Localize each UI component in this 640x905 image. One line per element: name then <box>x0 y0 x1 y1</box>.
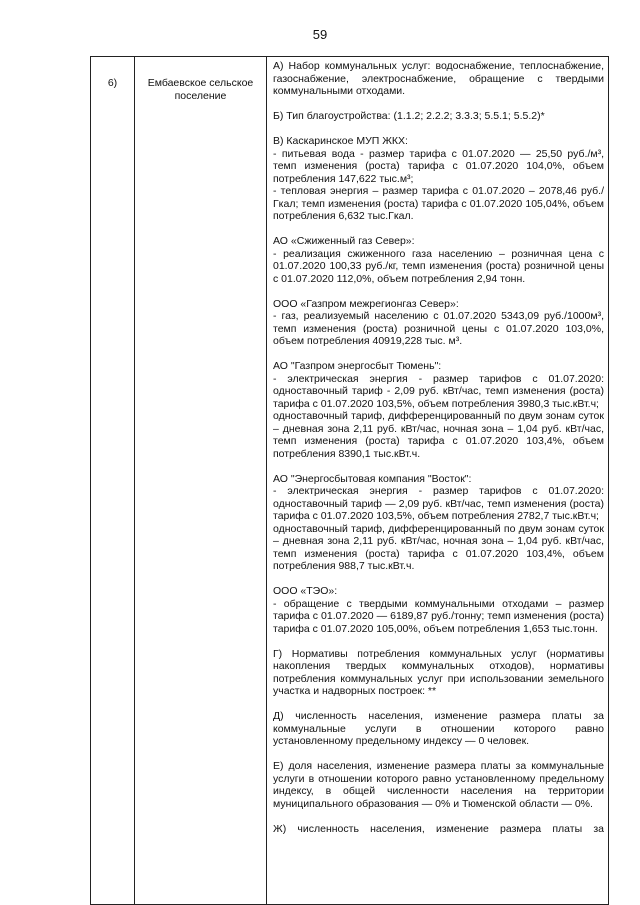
section-line: - тепловая энергия – размер тарифа с 01.07.2020 – 2078,46 руб./Гкал; темп изменения (роста) тарифа с 01.07.2020 105,04%, объем потребления 6,632 тыс.Гкал. <box>273 185 604 222</box>
section-line: Е) доля населения, изменение размера платы за коммунальные услуги в отношении которого равно установленному предельному индексу, в общей численности населения на территории муниципального образования — 0% и Тюменской области — 0%. <box>273 760 604 810</box>
section-a <box>273 60 604 98</box>
section-vostok <box>273 473 604 573</box>
section-heading: ООО «ТЭО»: <box>273 585 338 597</box>
section-line: Б) Тип благоустройства: (1.1.2; 2.2.2; 3.3.3; 5.5.1; 5.5.2)* <box>273 110 545 122</box>
section-tyumen <box>273 360 604 460</box>
section-line: - электрическая энергия - размер тарифов с 01.07.2020: одноставочный тариф - 2,09 руб. кВт/час, темп изменения (роста) тарифа с 01.07.2020 103,5%, объем потребления 3980,3 тыс.кВт.ч; <box>273 372 604 410</box>
section-b <box>273 110 604 123</box>
page-number: 59 <box>312 27 328 42</box>
section-line: - питьевая вода - размер тарифа с 01.07.2020 — 25,50 руб./м³, темп изменения (роста) тарифа с 01.07.2020 104,0%, объем потребления 147,622 тыс.м³; <box>273 147 604 185</box>
utilities-table <box>90 56 609 905</box>
section-v <box>273 135 604 223</box>
section-line: - реализация сжиженного газа населению – розничная цена с 01.07.2020 100,33 руб./кг, темп изменения (роста) розничной цены с 01.07.2020 112,0%, объем потребления 2,94 тонн. <box>273 247 604 285</box>
section-heading: ООО «Газпром межрегионгаз Север»: <box>273 297 459 310</box>
section-teo <box>273 585 604 635</box>
section-d <box>273 710 604 748</box>
section-line: - газ, реализуемый населению с 01.07.2020 5343,09 руб./1000м³, темп изменения (роста) розничной цены с 01.07.2020 103,0%, объем потребления 40919,228 тыс. м³. <box>273 310 604 347</box>
row-number: 6) <box>91 57 135 905</box>
section-heading: В) Каскаринское МУП ЖКХ: <box>273 135 408 147</box>
section-line: - электрическая энергия - размер тарифов с 01.07.2020: одноставочный тариф — 2,09 руб. кВт/час, темп изменения (роста) тарифа с 01.07.2020 103,5%, объем потребления 2782,7 тыс.кВт.ч; <box>273 485 604 522</box>
settlement-name: Ембаевское сельское поселение <box>135 57 267 905</box>
section-e <box>273 760 604 810</box>
section-line: - обращение с твердыми коммунальными отходами – размер тарифа с 01.07.2020 — 6189,87 руб./тонну; темп изменения (роста) тарифа с 01.07.2020 105,00%, объем потребления 1,653 тыс.тонн. <box>273 597 604 635</box>
section-line: Ж) численность населения, изменение размера платы за <box>273 822 604 835</box>
section-heading: АО «Сжиженный газ Север»: <box>273 235 415 247</box>
row-content <box>267 57 609 905</box>
section-line: одноставочный тариф, дифференцированный по двум зонам суток – дневная зона 2,11 руб. кВт/час, ночная зона – 1,04 руб. кВт/час, темп изменения (роста) тарифа с 01.07.2020 103,4%, объем потребления 8390,1 тыс.кВт.ч. <box>273 410 604 460</box>
section-line: А) Набор коммунальных услуг: водоснабжение, теплоснабжение, газоснабжение, электроснабжение, обращение с твердыми коммунальными отходами. <box>273 60 604 97</box>
section-gazprom <box>273 298 604 348</box>
section-zh <box>273 823 604 836</box>
table-row <box>91 57 609 905</box>
section-heading: АО "Газпром энергосбыт Тюмень": <box>273 360 442 372</box>
section-line: Д) численность населения, изменение размера платы за коммунальные услуги в отношении которого равно установленному предельному индексу — 0 человек. <box>273 710 604 747</box>
section-line: одноставочный тариф, дифференцированный по двум зонам суток – дневная зона 2,11 руб. кВт/час, ночная зона – 1,04 руб. кВт/час, темп изменения (роста) тарифа с 01.07.2020 103,4%, объем потребления 988,7 тыс.кВт.ч. <box>273 522 604 572</box>
section-heading: АО "Энергосбытовая компания "Восток": <box>273 472 472 485</box>
section-g <box>273 648 604 698</box>
section-line: Г) Нормативы потребления коммунальных услуг (нормативы накопления твердых коммунальных отходов), нормативы потребления коммунальных услуг при использовании земельного участка и надворных построек: ** <box>273 647 604 697</box>
section-sever <box>273 235 604 285</box>
